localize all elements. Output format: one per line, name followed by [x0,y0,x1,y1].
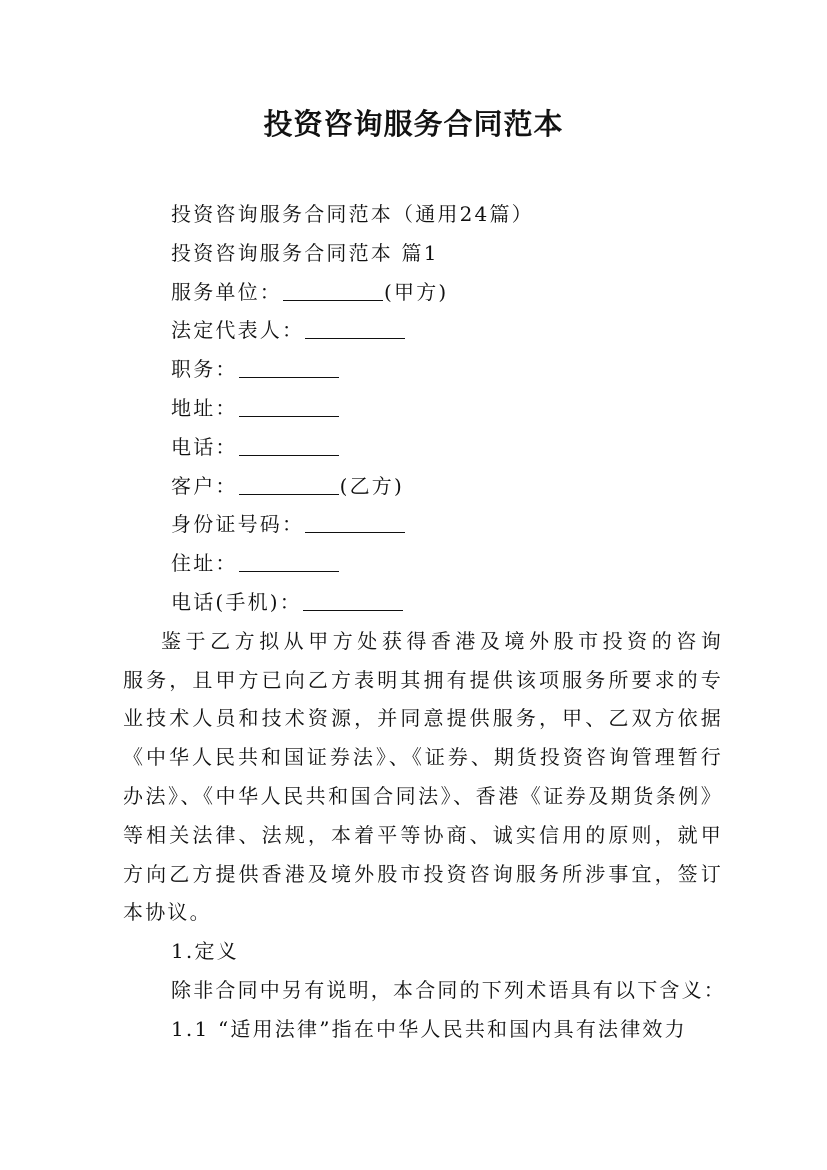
document-subtitle: 投资咨询服务合同范本（通用24篇） [171,202,534,226]
blank-line [283,278,383,301]
paragraph-line: 鉴于乙方拟从甲方处获得香港及境外股市投资的咨询 [161,628,723,653]
field-label: 电话(手机)： [171,589,303,614]
field-label: 电话： [171,434,238,459]
blank-line [303,588,403,611]
blank-line [305,316,405,339]
paragraph-line: 《中华人民共和国证券法》、《证券、期货投资咨询管理暂行 [123,745,723,770]
field-label: 法定代表人： [171,318,305,343]
section-intro: 除非合同中另有说明，本合同的下列术语具有以下含义： [171,977,726,1002]
field-suffix: (甲方) [384,279,449,304]
field-label: 职务： [171,357,238,382]
field-position [123,350,723,389]
blank-line [239,355,339,378]
paragraph-line: 等相关法律、法规，本着平等协商、诚实信用的原则，就甲 [123,822,723,847]
field-legal-rep [123,311,723,350]
part-heading: 投资咨询服务合同范本 篇1 [171,240,439,265]
field-service-unit [123,273,723,312]
field-suffix: (乙方) [339,473,405,498]
field-label: 地址： [171,395,238,420]
field-label: 服务单位： [171,279,282,304]
blank-line [239,394,339,417]
paragraph-line: 服务，且甲方已向乙方表明其拥有提供该项服务所要求的专 [123,667,723,692]
field-residence [123,544,723,583]
field-label: 住址： [171,551,238,576]
paragraph-line: 本协议。 [123,900,212,925]
document-body [123,195,726,1049]
section-heading: 1.定义 [171,939,239,964]
preamble-paragraph [123,622,723,932]
clause-1-1: 1.1 “适用法律”指在中华人民共和国内具有法律效力 [171,1016,687,1041]
field-mobile [123,583,723,622]
field-label: 身份证号码： [171,512,305,537]
field-label: 客户： [171,473,238,498]
blank-line [305,510,405,533]
paragraph-line: 方向乙方提供香港及境外股市投资咨询服务所涉事宜，签订 [123,861,723,886]
paragraph-line: 办法》、《中华人民共和国合同法》、香港《证券及期货条例》 [123,783,723,808]
blank-line [239,472,339,495]
blank-line [239,433,339,456]
field-client [123,467,723,506]
field-id-number [123,505,723,544]
document-title: 投资咨询服务合同范本 [263,107,564,141]
paragraph-line: 业技术人员和技术资源，并同意提供服务，甲、乙双方依据 [123,706,723,731]
field-phone [123,428,723,467]
blank-line [239,549,339,572]
field-address [123,389,723,428]
